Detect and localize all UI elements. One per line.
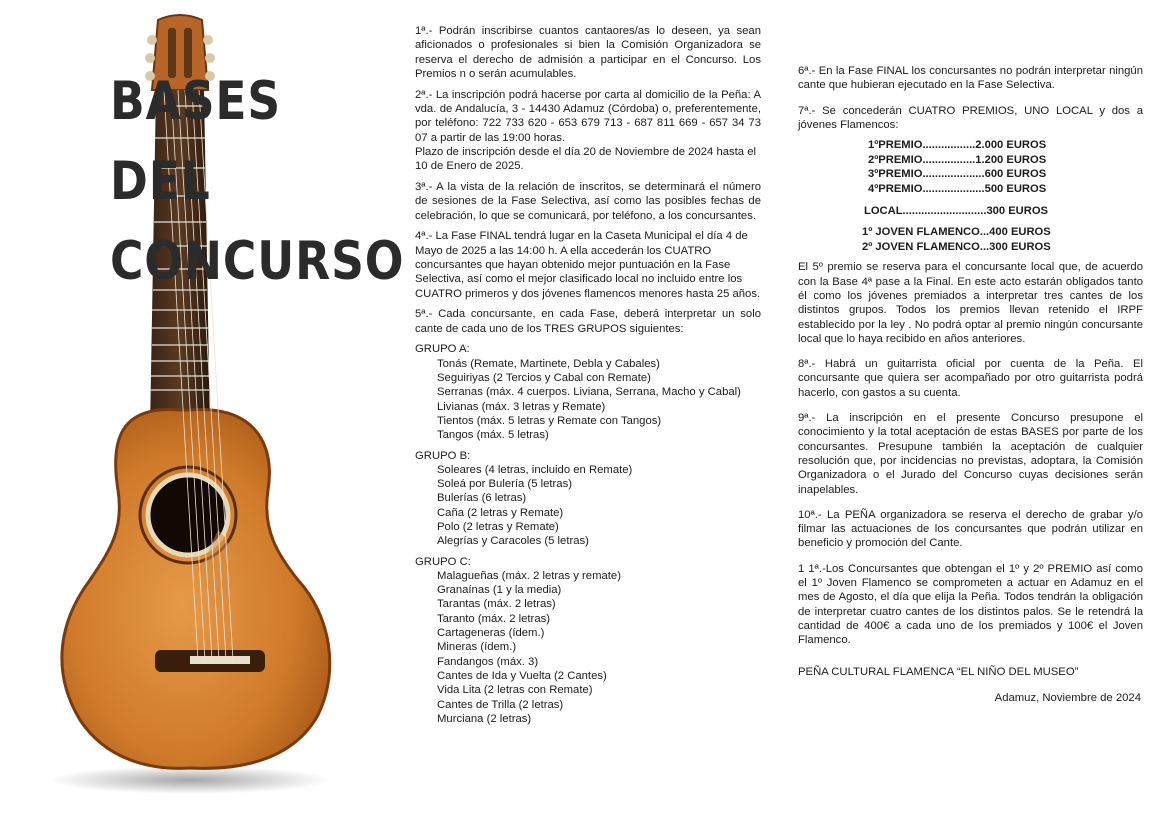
rules-column-1: [415, 24, 761, 726]
group-a-item: Serranas (máx. 4 cuerpos. Liviana, Serrana, Macho y Cabal): [437, 386, 741, 399]
group-a-item: Livianas (máx. 3 letras y Remate): [437, 400, 606, 413]
signature: PEÑA CULTURAL FLAMENCA “EL NIÑO DEL MUSEO”: [798, 666, 1079, 679]
rule-10: 10ª.- La PEÑA organizadora se reserva el derecho de grabar y/o filmar las actuaciones de los concursantes que podrán utilizar en beneficio y promoción del Cante.: [798, 508, 1143, 550]
group-a-item: Seguiriyas (2 Tercios y Cabal con Remate): [437, 372, 651, 385]
prize-joven-2: 2º JOVEN FLAMENCO...300 EUROS: [862, 240, 1051, 253]
rule-6: 6ª.- En la Fase FINAL los concursantes no podrán interpretar ningún cante que hubieran ejecutado en la Fase Selectiva.: [798, 65, 1143, 92]
group-c-item: Cantes de Trilla (2 letras): [437, 698, 564, 711]
prize-local: LOCAL...........................300 EUROS: [864, 204, 1049, 217]
group-b-item: Soleá por Bulería (5 letras): [437, 478, 573, 491]
rule-11: 1 1ª.-Los Concursantes que obtengan el 1º y 2º PREMIO así como el 1º Joven Flamenco se comprometen a actuar en Adamuz en el mes de Agosto, el día que elija la Peña. Todos tendrán la obligación de interpretar cuatro cantes de los distintos palos. Se le retendrá la cantidad de 400€ a cada uno de los premiados y 100€ el Joven Flamenco.: [798, 562, 1143, 647]
group-c-item: Granaínas (1 y la media): [437, 584, 562, 597]
rule-2: 2ª.- La inscripción podrá hacerse por carta al domicilio de la Peña: A vda. de Andalucía, 3 - 14430 Adamuz (Córdoba) o, preferentemente, por teléfono: 722 733 620 - 653 679 713 - 687 811 669 - 657 34 73 07 a partir de las 19:00 horas.: [415, 88, 761, 144]
rule-4: 4ª.- La Fase FINAL tendrá lugar en la Caseta Municipal el día 4 de Mayo de 2025 a las 14:00 h. A ella accederán los CUATRO concursantes que hayan obtenido mejor puntuación en la Fase Selectiva, así como el mejor clasificado local no incluido entre los CUATRO primeros y dos jóvenes flamencos menores hasta 25 años.: [415, 230, 761, 300]
group-a-item: Tientos (máx. 5 letras y Remate con Tangos): [437, 414, 662, 427]
prize-4: 4ºPREMIO....................500 EUROS: [868, 182, 1047, 195]
group-b-item: Bulerías (6 letras): [437, 492, 527, 505]
rule-2-deadline: Plazo de inscripción desde el día 20 de Noviembre de 2024 hasta el 10 de Enero de 2025.: [415, 145, 757, 173]
group-c-item: Malagueñas (máx. 2 letras y remate): [437, 569, 621, 582]
rule-5: 5ª.- Cada concursante, en cada Fase, deberá interpretar un solo cante de cada uno de los TRES GRUPOS siguientes:: [415, 308, 761, 335]
group-c-title: GRUPO C:: [415, 555, 471, 568]
rule-1: 1ª.- Podrán inscribirse cuantos cantaores/as lo deseen, ya sean aficionados o profesionales si bien la Comisión Organizadora se reserva el derecho de admisión a participar en el Concurso. Los Premios n o serán acumulables.: [415, 25, 761, 80]
prize-joven-1: 1º JOVEN FLAMENCO...400 EUROS: [862, 226, 1051, 239]
group-a-item: Tangos (máx. 5 letras): [437, 429, 549, 442]
group-a-title: GRUPO A:: [415, 343, 470, 356]
poster-title: [110, 62, 405, 302]
group-c-item: Mineras (ídem.): [437, 641, 517, 654]
group-c-item: Murciana (2 letras): [437, 712, 532, 725]
group-c-item: Fandangos (máx. 3): [437, 655, 539, 668]
group-b-title: GRUPO B:: [415, 449, 471, 462]
rule-7-notes: El 5º premio se reserva para el concursante local que, de acuerdo con la Base 4ª pase a la Final. En este acto estarán obligados tanto él como los jóvenes premiados a interpretar tres cantes de los distintos grupos. Todos los premios llevan retenido el IRPF establecido por la ley . No podrá optar al premio ningún concursante local que lo haya recibido en años anteriores.: [798, 261, 1143, 345]
group-a: [415, 342, 761, 442]
prize-3: 3ºPREMIO....................600 EUROS: [868, 168, 1047, 181]
group-c-item: Tarantas (máx. 2 letras): [437, 598, 556, 611]
group-c-item: Vida Lita (2 letras con Remate): [437, 684, 593, 697]
group-b-item: Polo (2 letras y Remate): [437, 521, 559, 533]
guitar-shadow: [50, 766, 330, 794]
group-b-item: Alegrías y Caracoles (5 letras): [437, 535, 589, 548]
rule-7: 7ª.- Se concederán CUATRO PREMIOS, UNO LOCAL y dos a jóvenes Flamencos:: [798, 104, 1143, 131]
group-a-item: Tonás (Remate, Martinete, Debla y Cabales): [437, 357, 660, 370]
title-line-2: DEL: [110, 151, 211, 212]
group-b: [415, 449, 761, 549]
group-c-item: Cantes de Ida y Vuelta (2 Cantes): [437, 669, 607, 682]
rule-3: 3ª.- A la vista de la relación de inscritos, se determinará el número de sesiones de la Fase Selectiva, así como las posibles fechas de celebración, lo que se comunicará, por teléfono, a los concursantes.: [415, 180, 761, 222]
rules-column-2: [798, 64, 1143, 717]
group-c-item: Taranto (máx. 2 letras): [437, 612, 551, 625]
title-line-1: BASES: [110, 71, 282, 132]
group-c-item: Cartageneras (ídem.): [437, 627, 545, 640]
title-line-3: CONCURSO: [110, 231, 405, 292]
prize-2: 2ºPREMIO.................1.200 EUROS: [868, 153, 1047, 166]
group-b-item: Caña (2 letras y Remate): [437, 506, 564, 519]
rule-9: 9ª.- La inscripción en el presente Concurso presupone el conocimiento y la total aceptación de estas BASES por parte de los concursantes. Presupune también la aceptación de cualquier resolución que, por incidencias no previstas, adoptara, la Comisión Organizadora o el Jurado del Concurso cuyas decisiones serán inapelables.: [798, 412, 1143, 496]
rule-8: 8ª.- Habrá un guitarrista oficial por cuenta de la Peña. El concursante que quiera ser acompañado por otro guitarrista podrá hacerlo, con gastos a su cuenta.: [798, 358, 1143, 399]
prize-list: [798, 138, 1143, 254]
group-c: [415, 555, 761, 727]
prize-1: 1ºPREMIO.................2.000 EUROS: [868, 139, 1047, 152]
group-b-item: Soleares (4 letras, incluido en Remate): [437, 463, 633, 476]
place-date: Adamuz, Noviembre de 2024: [994, 692, 1141, 705]
guitar-body: [62, 410, 330, 769]
